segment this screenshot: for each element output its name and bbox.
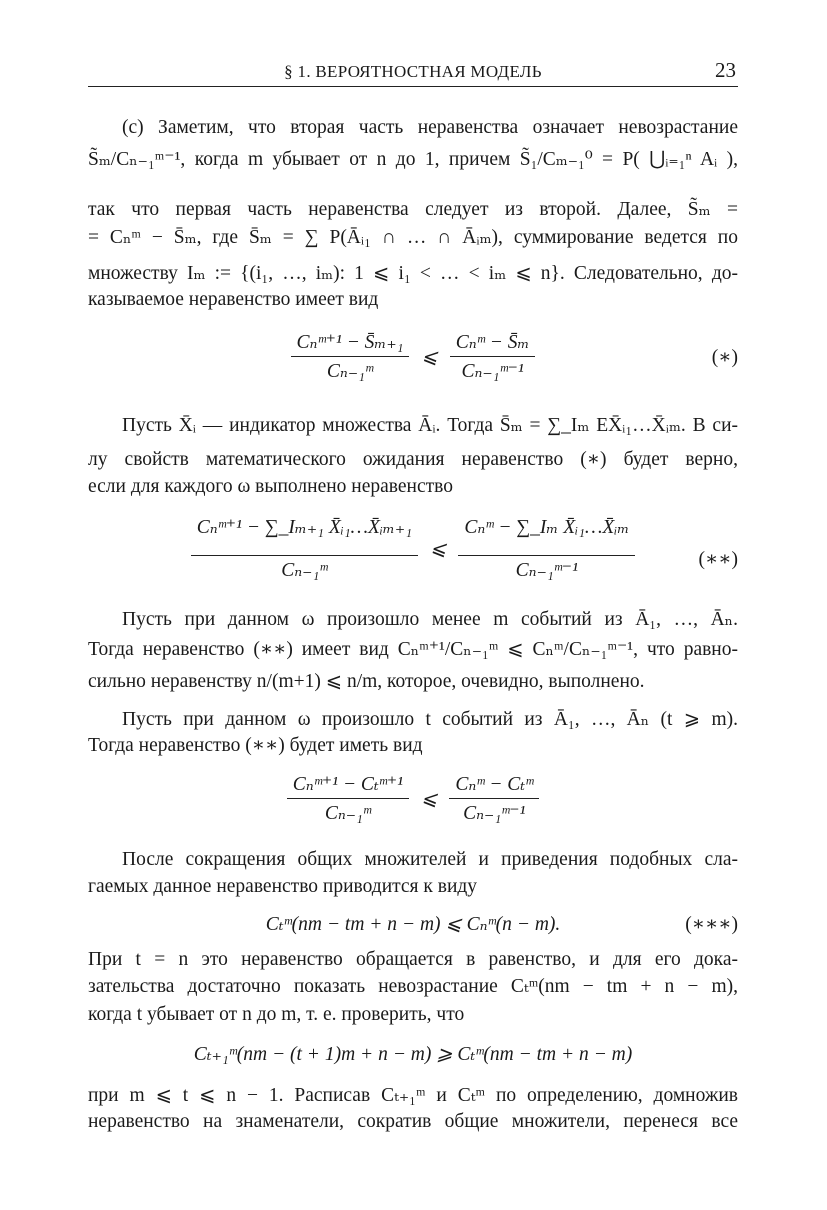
- equation-double-star: [88, 515, 738, 595]
- text-line: если для каждого ω выполнено неравенство: [88, 476, 453, 497]
- text-line: (с) Заметим, что вторая часть неравенства означает невозрастание: [122, 117, 738, 138]
- text-line: казываемое неравенство имеет вид: [88, 289, 379, 310]
- text-line: зательства достаточно показать невозрастание Cₜᵐ(nm − tm + n − m),: [88, 976, 738, 997]
- equation-t-events: [88, 772, 738, 832]
- relation: ⩽: [421, 346, 438, 368]
- text-line: так что первая часть неравенства следует из второй. Далее, S̃ₘ =: [88, 199, 738, 220]
- fraction-numerator: Cₙᵐ⁺¹ − Cₜᵐ⁺¹: [287, 772, 409, 799]
- text-line: неравенство на знаменатели, сократив общие множители, перенеся все: [88, 1111, 738, 1132]
- equation-star: [88, 330, 738, 390]
- fraction-numerator: Cₙᵐ⁺¹ − S̄ₘ₊₁: [291, 330, 410, 357]
- text-line: S̃ₘ/Cₙ₋₁ᵐ⁻¹, когда m убывает от n до 1, причем S̃₁/Cₘ₋₁⁰ = P( ⋃ᵢ₌₁ⁿ Aᵢ ),: [88, 149, 738, 170]
- equation-text: Cₜᵐ(nm − tm + n − m) ⩽ Cₙᵐ(n − m).: [265, 914, 561, 935]
- fraction-numerator: Cₙᵐ⁺¹ − ∑_Iₘ₊₁ X̄ᵢ₁…X̄ᵢₘ₊₁: [191, 515, 418, 556]
- fraction-denominator: Cₙ₋₁ᵐ⁻¹: [461, 361, 524, 382]
- equation-tag: (∗): [711, 347, 738, 368]
- equation-triple-star: [88, 912, 738, 940]
- fraction-numerator: Cₙᵐ − ∑_Iₘ X̄ᵢ₁…X̄ᵢₘ: [458, 515, 635, 556]
- fraction-denominator: Cₙ₋₁ᵐ: [281, 560, 328, 581]
- text-line: Пусть X̄ᵢ — индикатор множества Āᵢ. Тогда S̄ₘ = ∑_Iₘ EX̄ᵢ₁…X̄ᵢₘ. В си-: [122, 415, 738, 436]
- text-line: при m ⩽ t ⩽ n − 1. Расписав Cₜ₊₁ᵐ и Cₜᵐ по определению, домножив: [88, 1085, 738, 1106]
- equation-monotonicity: [88, 1042, 738, 1070]
- fraction-denominator: Cₙ₋₁ᵐ⁻¹: [463, 803, 526, 824]
- text-line: лу свойств математического ожидания неравенство (∗) будет верно,: [88, 449, 738, 470]
- text-line: когда t убывает от n до m, т. е. проверить, что: [88, 1004, 465, 1025]
- page-number: 23: [715, 58, 736, 82]
- text-line: После сокращения общих множителей и приведения подобных сла-: [122, 849, 738, 870]
- fraction-numerator: Cₙᵐ − S̄ₘ: [450, 330, 536, 357]
- fraction-denominator: Cₙ₋₁ᵐ: [326, 361, 374, 382]
- fraction-numerator: Cₙᵐ − Cₜᵐ: [449, 772, 539, 799]
- fraction-denominator: Cₙ₋₁ᵐ⁻¹: [515, 560, 578, 581]
- text-line: = Cₙᵐ − S̄ₘ, где S̄ₘ = ∑ P(Āᵢ₁ ∩ … ∩ Āᵢₘ), суммирование ведется по: [88, 227, 738, 248]
- equation-tag: (∗∗∗): [685, 914, 738, 935]
- section-title: § 1. ВЕРОЯТНОСТНАЯ МОДЕЛЬ: [284, 62, 542, 81]
- text-line: множеству Iₘ := {(i₁, …, iₘ): 1 ⩽ i₁ < … < iₘ ⩽ n}. Следовательно, до-: [88, 263, 738, 284]
- relation: ⩽: [420, 788, 438, 810]
- text-line: гаемых данное неравенство приводится к виду: [88, 876, 478, 897]
- running-header: [88, 58, 738, 87]
- text-line: Тогда неравенство (∗∗) будет иметь вид: [88, 735, 423, 756]
- text-line: Тогда неравенство (∗∗) имеет вид Cₙᵐ⁺¹/Cₙ₋₁ᵐ ⩽ Cₙᵐ/Cₙ₋₁ᵐ⁻¹, что равно-: [88, 639, 738, 660]
- fraction-denominator: Cₙ₋₁ᵐ: [324, 803, 371, 824]
- relation: ⩽: [429, 538, 447, 560]
- text-line: При t = n это неравенство обращается в равенство, и для его дока-: [88, 949, 738, 970]
- equation-text: Cₜ₊₁ᵐ(nm − (t + 1)m + n − m) ⩾ Cₜᵐ(nm − tm + n − m): [193, 1044, 633, 1065]
- text-line: Пусть при данном ω произошло t событий из Ā₁, …, Āₙ (t ⩾ m).: [122, 709, 738, 730]
- text-line: Пусть при данном ω произошло менее m событий из Ā₁, …, Āₙ.: [122, 609, 738, 630]
- equation-tag: (∗∗): [698, 549, 738, 570]
- text-line: сильно неравенству n/(m+1) ⩽ n/m, которое, очевидно, выполнено.: [88, 671, 645, 692]
